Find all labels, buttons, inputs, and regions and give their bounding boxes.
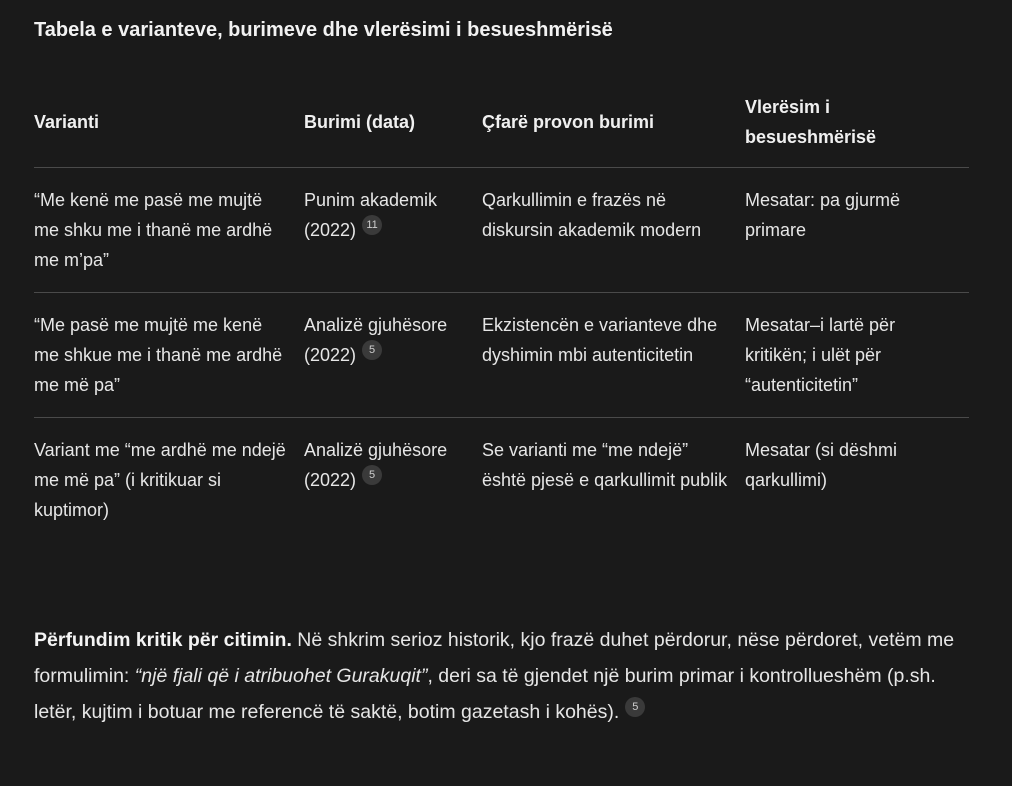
table-row (34, 168, 969, 293)
variant-cell: “Me pasë me mujtë me kenë me shkue me i thanë me ardhë me më pa” (34, 315, 283, 395)
column-header-source: Burimi (data) (304, 111, 416, 132)
rating-cell: Mesatar–i lartë për kritikën; i ulët për “autenticitetin” (745, 315, 896, 395)
table-row (34, 293, 969, 418)
citation-badge[interactable]: 11 (362, 215, 382, 235)
table-header-row (34, 76, 969, 168)
source-text: Analizë gjuhësore (2022) (304, 315, 448, 365)
proves-cell: Se varianti me “me ndejë” është pjesë e qarkullimit publik (482, 440, 728, 490)
source-text: Punim akademik (2022) (304, 190, 438, 240)
proves-cell: Ekzistencën e varianteve dhe dyshimin mbi autenticitetin (482, 315, 718, 365)
section-heading: Tabela e varianteve, burimeve dhe vlerësimi i besueshmërisë (34, 19, 613, 41)
variants-table (34, 76, 969, 542)
citation-badge[interactable]: 5 (362, 465, 382, 485)
proves-cell: Qarkullimin e frazës në diskursin akademik modern (482, 190, 702, 240)
citation-badge[interactable]: 5 (362, 340, 382, 360)
source-cell (304, 310, 482, 400)
conclusion-text-before: Në shkrim serioz historik, kjo frazë duhet përdorur, nëse përdoret, vetëm me formulimin: (34, 629, 955, 687)
rating-cell: Mesatar (si dëshmi qarkullimi) (745, 440, 898, 490)
column-header-variant: Varianti (34, 111, 100, 132)
column-header-proves: Çfarë provon burimi (482, 111, 655, 132)
conclusion-quote: “një fjali që i atribuohet Gurakuqit” (134, 665, 428, 687)
variant-cell: Variant me “me ardhë me ndejë me më pa” (i kritikuar si kuptimor) (34, 440, 286, 520)
citation-badge[interactable]: 5 (625, 697, 645, 717)
table-row (34, 418, 969, 542)
column-header-rating: Vlerësim i besueshmërisë (745, 96, 877, 147)
conclusion-lead: Përfundim kritik për citimin. (34, 629, 292, 651)
rating-cell: Mesatar: pa gjurmë primare (745, 190, 901, 240)
source-cell (304, 435, 482, 525)
source-text: Analizë gjuhësore (2022) (304, 440, 448, 490)
variant-cell: “Me kenë me pasë me mujtë me shku me i thanë me ardhë me m’pa” (34, 190, 273, 270)
conclusion-text-after: , deri sa të gjendet një burim primar i kontrollueshëm (p.sh. letër, kujtim i botuar me referencë të saktë, botim gazetash i kohës). (34, 665, 936, 723)
source-cell (304, 185, 482, 275)
conclusion-paragraph (34, 622, 974, 730)
